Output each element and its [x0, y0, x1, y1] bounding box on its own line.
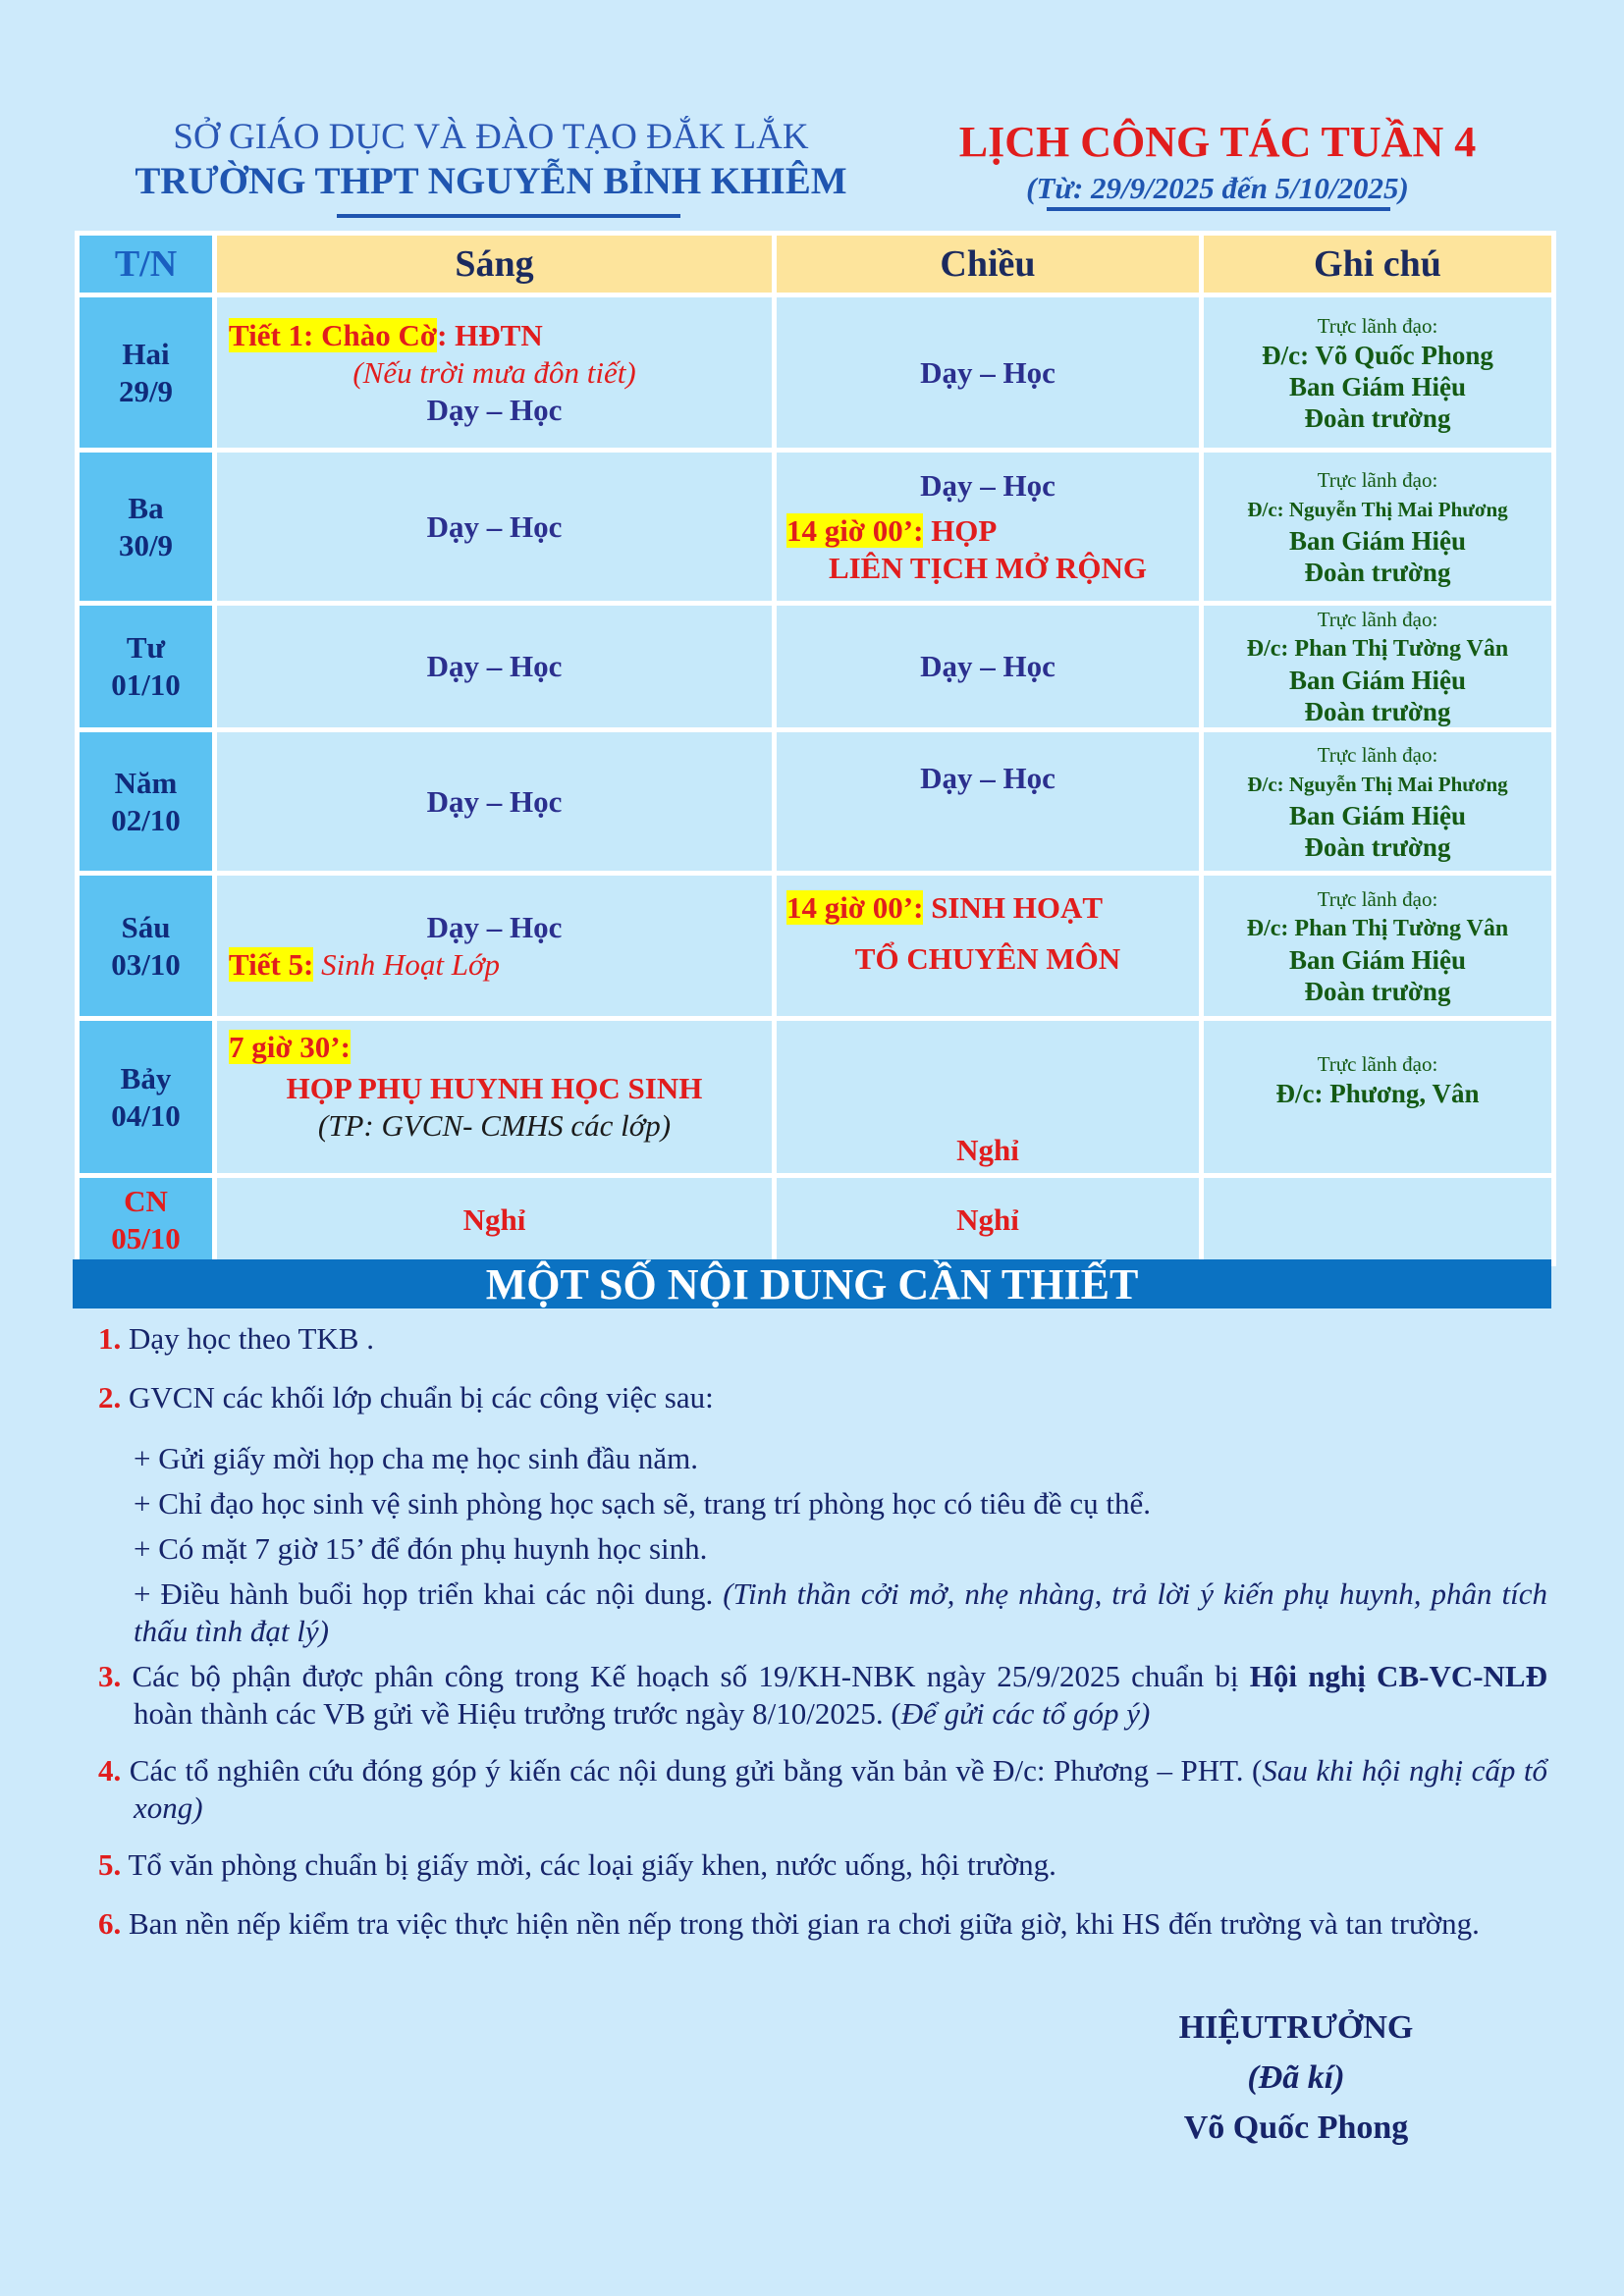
morning-cell	[215, 874, 775, 1019]
day-cell	[78, 874, 215, 1019]
morning-text: Dạy – Học	[426, 783, 563, 819]
note-cell	[1202, 604, 1554, 730]
day-date: 04/10	[111, 1097, 181, 1133]
sub-item-note: (Tinh thần cởi mở, nhẹ nhàng, trả lời ý kiến phụ huynh, phân tích thấu tình đạt lý)	[134, 1576, 1547, 1648]
note-cell	[1202, 295, 1554, 451]
day-date: 30/9	[118, 527, 174, 562]
sub-item	[98, 1575, 1547, 1650]
afternoon-cell	[775, 604, 1202, 730]
afternoon-text: Dạy – Học	[920, 761, 1056, 795]
note-cell	[1202, 730, 1554, 874]
duty-board: Ban Giám Hiệu	[1288, 800, 1467, 830]
meeting-line	[777, 889, 1199, 927]
meeting-participants: (TP: GVCN- CMHS các lớp)	[317, 1108, 672, 1143]
morning-cell	[215, 295, 775, 451]
signer-name: Võ Quốc Phong	[1183, 2109, 1409, 2146]
item-number: 1.	[98, 1321, 122, 1356]
department-name: SỞ GIÁO DỤC VÀ ĐÀO TẠO ĐẮK LẮK	[173, 117, 809, 157]
schedule-table	[75, 231, 1556, 1266]
header-morning: Sáng	[215, 234, 775, 295]
list-item	[98, 1846, 1547, 1884]
signer-title: HIỆUTRƯỞNG	[1178, 2009, 1414, 2046]
afternoon-text: Dạy – Học	[920, 467, 1056, 503]
duty-board: Ban Giám Hiệu	[1288, 525, 1467, 556]
item-number: 3.	[98, 1659, 122, 1693]
meeting-event: SINH HOẠT	[923, 890, 1104, 925]
header-day: T/N	[78, 234, 215, 295]
afternoon-cell	[775, 730, 1202, 874]
duty-label: Trực lãnh đạo:	[1317, 742, 1438, 767]
header-afternoon: Chiều	[775, 234, 1202, 295]
day-name: Ba	[128, 490, 164, 525]
rain-note: (Nếu trời mưa đôn tiết)	[352, 354, 636, 390]
meeting-time-line	[217, 1029, 772, 1066]
sub-item: + Gửi giấy mời họp cha mẹ học sinh đầu năm.	[134, 1441, 698, 1475]
day-name: Bảy	[120, 1060, 172, 1095]
afternoon-cell	[775, 295, 1202, 451]
meeting-time: 14 giờ 00’:	[786, 512, 924, 548]
list-item	[98, 1752, 1547, 1827]
day-cell	[78, 1019, 215, 1176]
schedule-title: LỊCH CÔNG TÁC TUẦN 4	[958, 118, 1477, 166]
signed-mark: (Đã kí)	[1247, 2059, 1345, 2096]
date-range: (Từ: 29/9/2025 đến 5/10/2025)	[1026, 171, 1409, 205]
sub-item: + Có mặt 7 giờ 15’ để đón phụ huynh học sinh.	[134, 1531, 708, 1566]
morning-cell	[215, 730, 775, 874]
duty-board: Ban Giám Hiệu	[1288, 944, 1467, 975]
note-cell	[1202, 874, 1554, 1019]
list-item	[98, 1320, 1547, 1358]
duty-person: Đ/c: Phan Thị Tường Vân	[1246, 915, 1509, 941]
morning-text: Dạy – Học	[426, 392, 563, 427]
section-banner: MỘT SỐ NỘI DUNG CẦN THIẾT	[73, 1259, 1551, 1308]
period-line	[217, 946, 772, 984]
header-left	[98, 116, 884, 204]
morning-cell	[215, 1176, 775, 1264]
school-name: TRƯỜNG THPT NGUYỄN BỈNH KHIÊM	[135, 160, 847, 202]
parents-meeting: HỌP PHỤ HUYNH HỌC SINH	[286, 1071, 703, 1105]
item-text: Dạy học theo TKB .	[121, 1321, 374, 1356]
morning-cell	[215, 1019, 775, 1176]
list-item	[98, 1905, 1547, 1943]
table-header-row	[78, 234, 1554, 295]
day-date: 02/10	[111, 802, 181, 837]
header-notes: Ghi chú	[1202, 234, 1554, 295]
table-row	[78, 1176, 1554, 1264]
content-list	[98, 1320, 1547, 1943]
morning-event: : HĐTN	[437, 317, 543, 352]
period-event: Sinh Hoạt Lớp	[313, 946, 501, 982]
duty-board: Ban Giám Hiệu	[1288, 371, 1467, 401]
duty-person: Đ/c: Phương, Vân	[1275, 1079, 1480, 1108]
note-cell	[1202, 451, 1554, 604]
header-right	[884, 116, 1551, 208]
duty-person: Đ/c: Phan Thị Tường Vân	[1246, 636, 1509, 662]
list-item	[98, 1658, 1547, 1733]
duty-board: Ban Giám Hiệu	[1288, 666, 1467, 695]
duty-union: Đoàn trường	[1304, 402, 1451, 433]
day-date: 29/9	[118, 373, 174, 408]
duty-person: Đ/c: Võ Quốc Phong	[1262, 340, 1493, 370]
duty-label: Trực lãnh đạo:	[1317, 313, 1438, 338]
duty-union: Đoàn trường	[1304, 831, 1451, 862]
day-cell	[78, 295, 215, 451]
duty-label: Trực lãnh đạo:	[1317, 886, 1438, 911]
table-row	[78, 451, 1554, 604]
list-item	[98, 1379, 1547, 1416]
morning-text: Dạy – Học	[426, 649, 563, 683]
item-number: 4.	[98, 1753, 122, 1788]
morning-cell	[215, 451, 775, 604]
table-row	[78, 295, 1554, 451]
duty-union: Đoàn trường	[1304, 557, 1451, 587]
meeting-time: 14 giờ 00’:	[786, 890, 924, 925]
note-cell	[1202, 1176, 1554, 1264]
morning-text: Dạy – Học	[426, 909, 563, 944]
afternoon-cell	[775, 1019, 1202, 1176]
afternoon-text: Dạy – Học	[920, 354, 1056, 390]
day-cell	[78, 730, 215, 874]
morning-first-line	[217, 317, 772, 354]
table-row	[78, 874, 1554, 1019]
day-name: Năm	[114, 765, 178, 800]
sub-item: + Chỉ đạo học sinh vệ sinh phòng học sạch sẽ, trang trí phòng học có tiêu đề cụ thể.	[134, 1486, 1151, 1521]
day-cell	[78, 604, 215, 730]
duty-label: Trực lãnh đạo:	[1317, 1052, 1438, 1076]
item-text: Ban nền nếp kiểm tra việc thực hiện nền nếp trong thời gian ra chơi giữa giờ, khi HS đến trường và tan trường.	[121, 1906, 1480, 1941]
meeting-event: HỌP	[923, 512, 998, 548]
item-emphasis: Hội nghị CB-VC-NLĐ	[1249, 1659, 1547, 1693]
table-row	[78, 730, 1554, 874]
item-text: Các tổ nghiên cứu đóng góp ý kiến các nội dung gửi bằng văn bản về Đ/c: Phương – PHT. (	[121, 1753, 1263, 1788]
morning-text: Dạy – Học	[426, 508, 563, 544]
day-name: Hai	[122, 336, 170, 371]
day-name: CN	[124, 1183, 168, 1218]
day-date: 01/10	[111, 667, 181, 702]
duty-label: Trực lãnh đạo:	[1317, 467, 1438, 492]
day-name: Tư	[126, 630, 166, 665]
meeting-event-2: TỔ CHUYÊN MÔN	[854, 941, 1121, 976]
item-text: Tổ văn phòng chuẩn bị giấy mời, các loại giấy khen, nước uống, hội trường.	[121, 1847, 1056, 1882]
afternoon-text: Nghỉ	[956, 1133, 1019, 1167]
item-note: Để gửi các tổ góp ý)	[900, 1696, 1151, 1731]
afternoon-cell	[775, 451, 1202, 604]
table-row	[78, 1019, 1554, 1176]
table-row	[78, 604, 1554, 730]
item-number: 6.	[98, 1906, 122, 1941]
item-number: 5.	[98, 1847, 122, 1882]
meeting-time: 7 giờ 30’:	[229, 1030, 351, 1064]
morning-text: Nghỉ	[462, 1201, 526, 1237]
day-date: 05/10	[111, 1220, 181, 1255]
school-underline	[337, 214, 680, 218]
item-text: GVCN các khối lớp chuẩn bị các công việc sau:	[121, 1380, 714, 1415]
period-label: Tiết 5:	[229, 946, 314, 982]
duty-union: Đoàn trường	[1304, 976, 1451, 1006]
signature-block	[1080, 2002, 1512, 2153]
note-cell	[1202, 1019, 1554, 1176]
afternoon-text: Nghỉ	[956, 1201, 1019, 1237]
duty-person: Đ/c: Nguyễn Thị Mai Phương	[1247, 772, 1508, 796]
afternoon-cell	[775, 1176, 1202, 1264]
item-text: Các bộ phận được phân công trong Kế hoạch số 19/KH-NBK ngày 25/9/2025 chuẩn bị	[121, 1659, 1250, 1693]
afternoon-text: Dạy – Học	[920, 649, 1056, 683]
item-number: 2.	[98, 1380, 122, 1415]
day-cell	[78, 1176, 215, 1264]
day-date: 03/10	[111, 946, 181, 982]
sub-item-text: + Điều hành buổi họp triển khai các nội dung.	[134, 1576, 724, 1611]
duty-label: Trực lãnh đạo:	[1317, 608, 1438, 631]
item-note: Sau khi hội nghị cấp tổ xong)	[134, 1753, 1547, 1825]
day-name: Sáu	[121, 909, 171, 944]
day-cell	[78, 451, 215, 604]
duty-union: Đoàn trường	[1304, 697, 1451, 726]
period-label: Tiết 1: Chào Cờ	[229, 317, 438, 352]
duty-person: Đ/c: Nguyễn Thị Mai Phương	[1247, 497, 1508, 521]
item-text-2: hoàn thành các VB gửi về Hiệu trưởng trước ngày 8/10/2025. (	[134, 1696, 901, 1731]
afternoon-cell	[775, 874, 1202, 1019]
meeting-event-2: LIÊN TỊCH MỞ RỘNG	[828, 550, 1148, 585]
title-underline	[1047, 207, 1390, 211]
meeting-line	[777, 512, 1199, 550]
morning-cell	[215, 604, 775, 730]
